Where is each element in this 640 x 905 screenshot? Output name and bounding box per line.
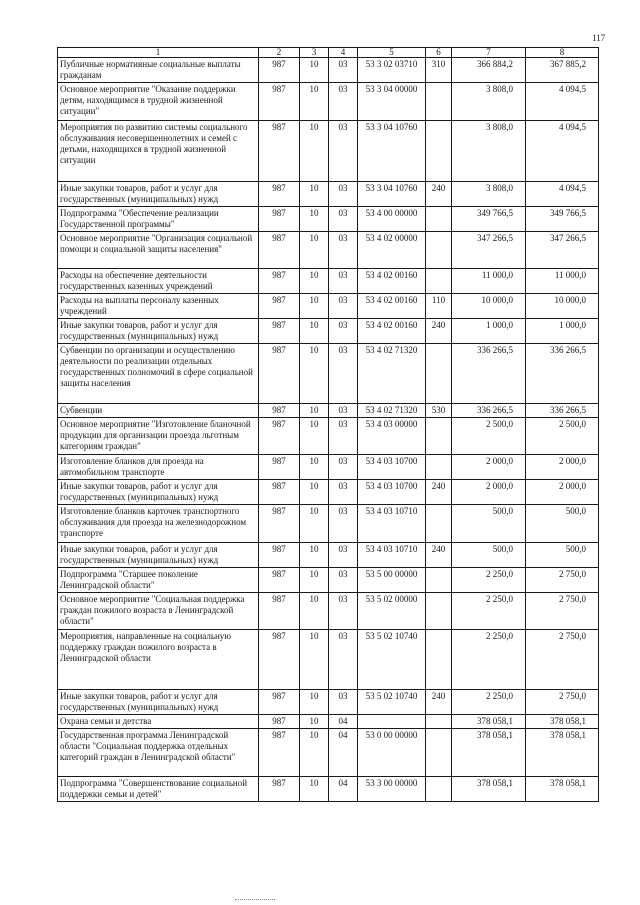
cell-ministry: 987: [259, 715, 300, 729]
column-header-6: 6: [426, 48, 452, 58]
cell-target-article: 53 4 02 00160: [358, 319, 426, 344]
cell-target-article: 53 5 00 00000: [358, 568, 426, 593]
cell-expense-type: 530: [426, 404, 452, 418]
table-row: [58, 83, 599, 121]
cell-amount-2019: 11 000,0: [526, 269, 599, 294]
cell-target-article: 53 4 03 00000: [358, 418, 426, 455]
cell-subsection: 03: [329, 232, 358, 269]
cell-section: 10: [300, 404, 329, 418]
cell-name: Субвенции: [58, 404, 259, 418]
cell-target-article: 53 4 03 10710: [358, 543, 426, 568]
cell-amount-2019: 500,0: [526, 505, 599, 543]
table-row: [58, 269, 599, 294]
budget-table: [57, 47, 599, 802]
cell-ministry: 987: [259, 404, 300, 418]
cell-name: Расходы на выплаты персоналу казенных учреждений: [58, 294, 259, 319]
cell-expense-type: [426, 455, 452, 480]
cell-target-article: 53 4 02 00160: [358, 269, 426, 294]
cell-expense-type: [426, 593, 452, 630]
cell-expense-type: 110: [426, 294, 452, 319]
cell-ministry: 987: [259, 505, 300, 543]
cell-section: 10: [300, 294, 329, 319]
cell-expense-type: 240: [426, 543, 452, 568]
cell-subsection: 03: [329, 404, 358, 418]
column-header-4: 4: [329, 48, 358, 58]
cell-target-article: 53 3 02 03710: [358, 58, 426, 83]
table-row: [58, 207, 599, 232]
cell-section: 10: [300, 480, 329, 505]
cell-subsection: 04: [329, 777, 358, 802]
cell-expense-type: 310: [426, 58, 452, 83]
cell-section: 10: [300, 269, 329, 294]
cell-expense-type: [426, 777, 452, 802]
cell-ministry: 987: [259, 480, 300, 505]
cell-name: Подпрограмма "Обеспечение реализации Государственной программы": [58, 207, 259, 232]
cell-name: Государственная программа Ленинградской области "Социальная поддержка отдельных категорий граждан в Ленинградской области": [58, 729, 259, 777]
cell-amount-2019: 2 750,0: [526, 593, 599, 630]
cell-expense-type: [426, 269, 452, 294]
cell-subsection: 03: [329, 182, 358, 207]
cell-amount-2018: 1 000,0: [452, 319, 526, 344]
cell-section: 10: [300, 568, 329, 593]
cell-section: 10: [300, 418, 329, 455]
page-number: 117: [592, 33, 606, 43]
cell-name: Основное мероприятие "Изготовление бланочной продукции для организации проезда льготным категориям граждан": [58, 418, 259, 455]
table-row: [58, 404, 599, 418]
cell-ministry: 987: [259, 455, 300, 480]
cell-name: Охрана семьи и детства: [58, 715, 259, 729]
cell-name: Мероприятия, направленные на социальную поддержку граждан пожилого возраста в Ленинградской области: [58, 630, 259, 690]
cell-subsection: 03: [329, 207, 358, 232]
cell-expense-type: [426, 207, 452, 232]
cell-name: Изготовление бланков для проезда на автомобильном транспорте: [58, 455, 259, 480]
cell-amount-2019: 500,0: [526, 543, 599, 568]
cell-subsection: 03: [329, 58, 358, 83]
cell-amount-2019: 10 000,0: [526, 294, 599, 319]
cell-amount-2018: 2 250,0: [452, 690, 526, 715]
cell-amount-2018: 2 250,0: [452, 630, 526, 690]
table-row: [58, 455, 599, 480]
cell-ministry: 987: [259, 543, 300, 568]
cell-ministry: 987: [259, 729, 300, 777]
table-row: [58, 690, 599, 715]
cell-subsection: 03: [329, 568, 358, 593]
cell-amount-2019: 336 266,5: [526, 344, 599, 404]
cell-ministry: 987: [259, 777, 300, 802]
cell-amount-2019: 378 058,1: [526, 715, 599, 729]
table-row: [58, 121, 599, 182]
cell-section: 10: [300, 83, 329, 121]
cell-amount-2018: 10 000,0: [452, 294, 526, 319]
table-row: [58, 630, 599, 690]
cell-target-article: 53 4 03 10710: [358, 505, 426, 543]
cell-amount-2018: 347 266,5: [452, 232, 526, 269]
column-header-3: 3: [300, 48, 329, 58]
cell-name: Иные закупки товаров, работ и услуг для государственных (муниципальных) нужд: [58, 543, 259, 568]
table-row: [58, 593, 599, 630]
cell-ministry: 987: [259, 182, 300, 207]
cell-subsection: 03: [329, 294, 358, 319]
cell-subsection: 03: [329, 505, 358, 543]
cell-amount-2019: 1 000,0: [526, 319, 599, 344]
cell-subsection: 03: [329, 593, 358, 630]
cell-section: 10: [300, 58, 329, 83]
cell-amount-2018: 336 266,5: [452, 404, 526, 418]
cell-amount-2019: 2 750,0: [526, 630, 599, 690]
cell-amount-2019: 4 094,5: [526, 182, 599, 207]
cell-subsection: 03: [329, 690, 358, 715]
cell-ministry: 987: [259, 593, 300, 630]
cell-section: 10: [300, 344, 329, 404]
cell-subsection: 04: [329, 729, 358, 777]
cell-amount-2018: 3 808,0: [452, 182, 526, 207]
cell-section: 10: [300, 630, 329, 690]
page-footer-mark: [235, 899, 275, 902]
cell-expense-type: 240: [426, 319, 452, 344]
cell-amount-2018: 500,0: [452, 543, 526, 568]
cell-section: 10: [300, 182, 329, 207]
table-row: [58, 58, 599, 83]
cell-expense-type: 240: [426, 182, 452, 207]
cell-subsection: 03: [329, 455, 358, 480]
cell-amount-2018: 2 500,0: [452, 418, 526, 455]
cell-amount-2018: 2 250,0: [452, 593, 526, 630]
cell-target-article: 53 5 02 10740: [358, 690, 426, 715]
cell-name: Иные закупки товаров, работ и услуг для государственных (муниципальных) нужд: [58, 480, 259, 505]
cell-target-article: 53 3 04 10760: [358, 182, 426, 207]
cell-section: 10: [300, 505, 329, 543]
cell-target-article: 53 4 02 71320: [358, 404, 426, 418]
cell-subsection: 04: [329, 715, 358, 729]
table-row: [58, 182, 599, 207]
column-header-2: 2: [259, 48, 300, 58]
cell-amount-2018: 336 266,5: [452, 344, 526, 404]
table-row: [58, 294, 599, 319]
cell-name: Подпрограмма "Старшее поколение Ленинградской области": [58, 568, 259, 593]
cell-section: 10: [300, 121, 329, 182]
cell-amount-2018: 11 000,0: [452, 269, 526, 294]
cell-target-article: 53 4 00 00000: [358, 207, 426, 232]
cell-amount-2018: 500,0: [452, 505, 526, 543]
table-header-row: [58, 48, 599, 58]
cell-subsection: 03: [329, 630, 358, 690]
cell-amount-2019: 378 058,1: [526, 729, 599, 777]
table-row: [58, 568, 599, 593]
cell-target-article: 53 3 00 00000: [358, 777, 426, 802]
cell-target-article: 53 4 02 71320: [358, 344, 426, 404]
cell-ministry: 987: [259, 344, 300, 404]
cell-name: Подпрограмма "Совершенствование социальной поддержки семьи и детей": [58, 777, 259, 802]
table-row: [58, 777, 599, 802]
cell-amount-2018: 378 058,1: [452, 715, 526, 729]
cell-amount-2019: 347 266,5: [526, 232, 599, 269]
cell-amount-2019: 378 058,1: [526, 777, 599, 802]
cell-amount-2018: 2 000,0: [452, 480, 526, 505]
column-header-5: 5: [358, 48, 426, 58]
cell-amount-2019: 2 750,0: [526, 568, 599, 593]
cell-subsection: 03: [329, 319, 358, 344]
cell-expense-type: 240: [426, 480, 452, 505]
cell-section: 10: [300, 690, 329, 715]
cell-amount-2019: 2 750,0: [526, 690, 599, 715]
cell-subsection: 03: [329, 344, 358, 404]
cell-expense-type: [426, 729, 452, 777]
table-row: [58, 729, 599, 777]
cell-target-article: 53 4 03 10700: [358, 480, 426, 505]
cell-target-article: 53 4 02 00000: [358, 232, 426, 269]
cell-ministry: 987: [259, 58, 300, 83]
cell-target-article: 53 3 04 10760: [358, 121, 426, 182]
cell-expense-type: [426, 568, 452, 593]
cell-expense-type: [426, 121, 452, 182]
cell-target-article: 53 4 02 00160: [358, 294, 426, 319]
cell-name: Иные закупки товаров, работ и услуг для государственных (муниципальных) нужд: [58, 182, 259, 207]
column-header-7: 7: [452, 48, 526, 58]
cell-subsection: 03: [329, 269, 358, 294]
cell-section: 10: [300, 715, 329, 729]
cell-name: Иные закупки товаров, работ и услуг для государственных (муниципальных) нужд: [58, 690, 259, 715]
cell-expense-type: [426, 232, 452, 269]
cell-expense-type: 240: [426, 690, 452, 715]
cell-amount-2019: 4 094,5: [526, 121, 599, 182]
cell-amount-2018: 2 000,0: [452, 455, 526, 480]
table-row: [58, 543, 599, 568]
cell-expense-type: [426, 83, 452, 121]
cell-amount-2019: 2 000,0: [526, 480, 599, 505]
cell-amount-2018: 349 766,5: [452, 207, 526, 232]
cell-section: 10: [300, 593, 329, 630]
cell-ministry: 987: [259, 294, 300, 319]
cell-expense-type: [426, 715, 452, 729]
cell-subsection: 03: [329, 83, 358, 121]
cell-section: 10: [300, 777, 329, 802]
cell-name: Иные закупки товаров, работ и услуг для государственных (муниципальных) нужд: [58, 319, 259, 344]
cell-name: Публичные нормативные социальные выплаты гражданам: [58, 58, 259, 83]
cell-target-article: 53 5 02 00000: [358, 593, 426, 630]
table-body: [58, 48, 599, 802]
table-row: [58, 319, 599, 344]
table-row: [58, 232, 599, 269]
cell-ministry: 987: [259, 690, 300, 715]
cell-expense-type: [426, 344, 452, 404]
table-row: [58, 505, 599, 543]
cell-name: Изготовление бланков карточек транспортного обслуживания для проезда на железнодорожном транспорте: [58, 505, 259, 543]
cell-amount-2018: 378 058,1: [452, 777, 526, 802]
cell-expense-type: [426, 505, 452, 543]
cell-section: 10: [300, 543, 329, 568]
cell-subsection: 03: [329, 418, 358, 455]
cell-amount-2019: 2 000,0: [526, 455, 599, 480]
cell-amount-2019: 367 885,2: [526, 58, 599, 83]
cell-name: Мероприятия по развитию системы социального обслуживания несовершеннолетних и семей с детьми, находящихся в трудной жизненной ситуации: [58, 121, 259, 182]
cell-subsection: 03: [329, 480, 358, 505]
cell-amount-2018: 3 808,0: [452, 121, 526, 182]
cell-ministry: 987: [259, 568, 300, 593]
cell-amount-2018: 3 808,0: [452, 83, 526, 121]
table-row: [58, 418, 599, 455]
cell-name: Основное мероприятие "Оказание поддержки детям, находящимся в трудной жизненной ситуации": [58, 83, 259, 121]
cell-amount-2018: 366 884,2: [452, 58, 526, 83]
cell-section: 10: [300, 455, 329, 480]
cell-amount-2019: 349 766,5: [526, 207, 599, 232]
cell-expense-type: [426, 630, 452, 690]
cell-ministry: 987: [259, 207, 300, 232]
cell-target-article: 53 5 02 10740: [358, 630, 426, 690]
cell-name: Основное мероприятие "Социальная поддержка граждан пожилого возраста в Ленинградской области": [58, 593, 259, 630]
cell-name: Расходы на обеспечение деятельности государственных казенных учреждений: [58, 269, 259, 294]
cell-section: 10: [300, 232, 329, 269]
cell-ministry: 987: [259, 269, 300, 294]
cell-ministry: 987: [259, 121, 300, 182]
cell-expense-type: [426, 418, 452, 455]
cell-amount-2019: 4 094,5: [526, 83, 599, 121]
cell-subsection: 03: [329, 543, 358, 568]
cell-ministry: 987: [259, 232, 300, 269]
cell-target-article: 53 4 03 10700: [358, 455, 426, 480]
cell-target-article: 53 3 04 00000: [358, 83, 426, 121]
table-row: [58, 715, 599, 729]
cell-amount-2018: 378 058,1: [452, 729, 526, 777]
cell-amount-2018: 2 250,0: [452, 568, 526, 593]
table-row: [58, 344, 599, 404]
cell-ministry: 987: [259, 83, 300, 121]
cell-section: 10: [300, 207, 329, 232]
cell-amount-2019: 336 266,5: [526, 404, 599, 418]
cell-ministry: 987: [259, 418, 300, 455]
cell-target-article: 53 0 00 00000: [358, 729, 426, 777]
column-header-8: 8: [526, 48, 599, 58]
column-header-1: 1: [58, 48, 259, 58]
cell-name: Субвенции по организации и осуществлению деятельности по реализации отдельных государственных полномочий в сфере социальной защиты населения: [58, 344, 259, 404]
cell-section: 10: [300, 319, 329, 344]
cell-ministry: 987: [259, 630, 300, 690]
cell-target-article: [358, 715, 426, 729]
cell-name: Основное мероприятие "Организация социальной помощи и социальной защиты населения": [58, 232, 259, 269]
cell-ministry: 987: [259, 319, 300, 344]
cell-section: 10: [300, 729, 329, 777]
table-row: [58, 480, 599, 505]
cell-amount-2019: 2 500,0: [526, 418, 599, 455]
cell-subsection: 03: [329, 121, 358, 182]
